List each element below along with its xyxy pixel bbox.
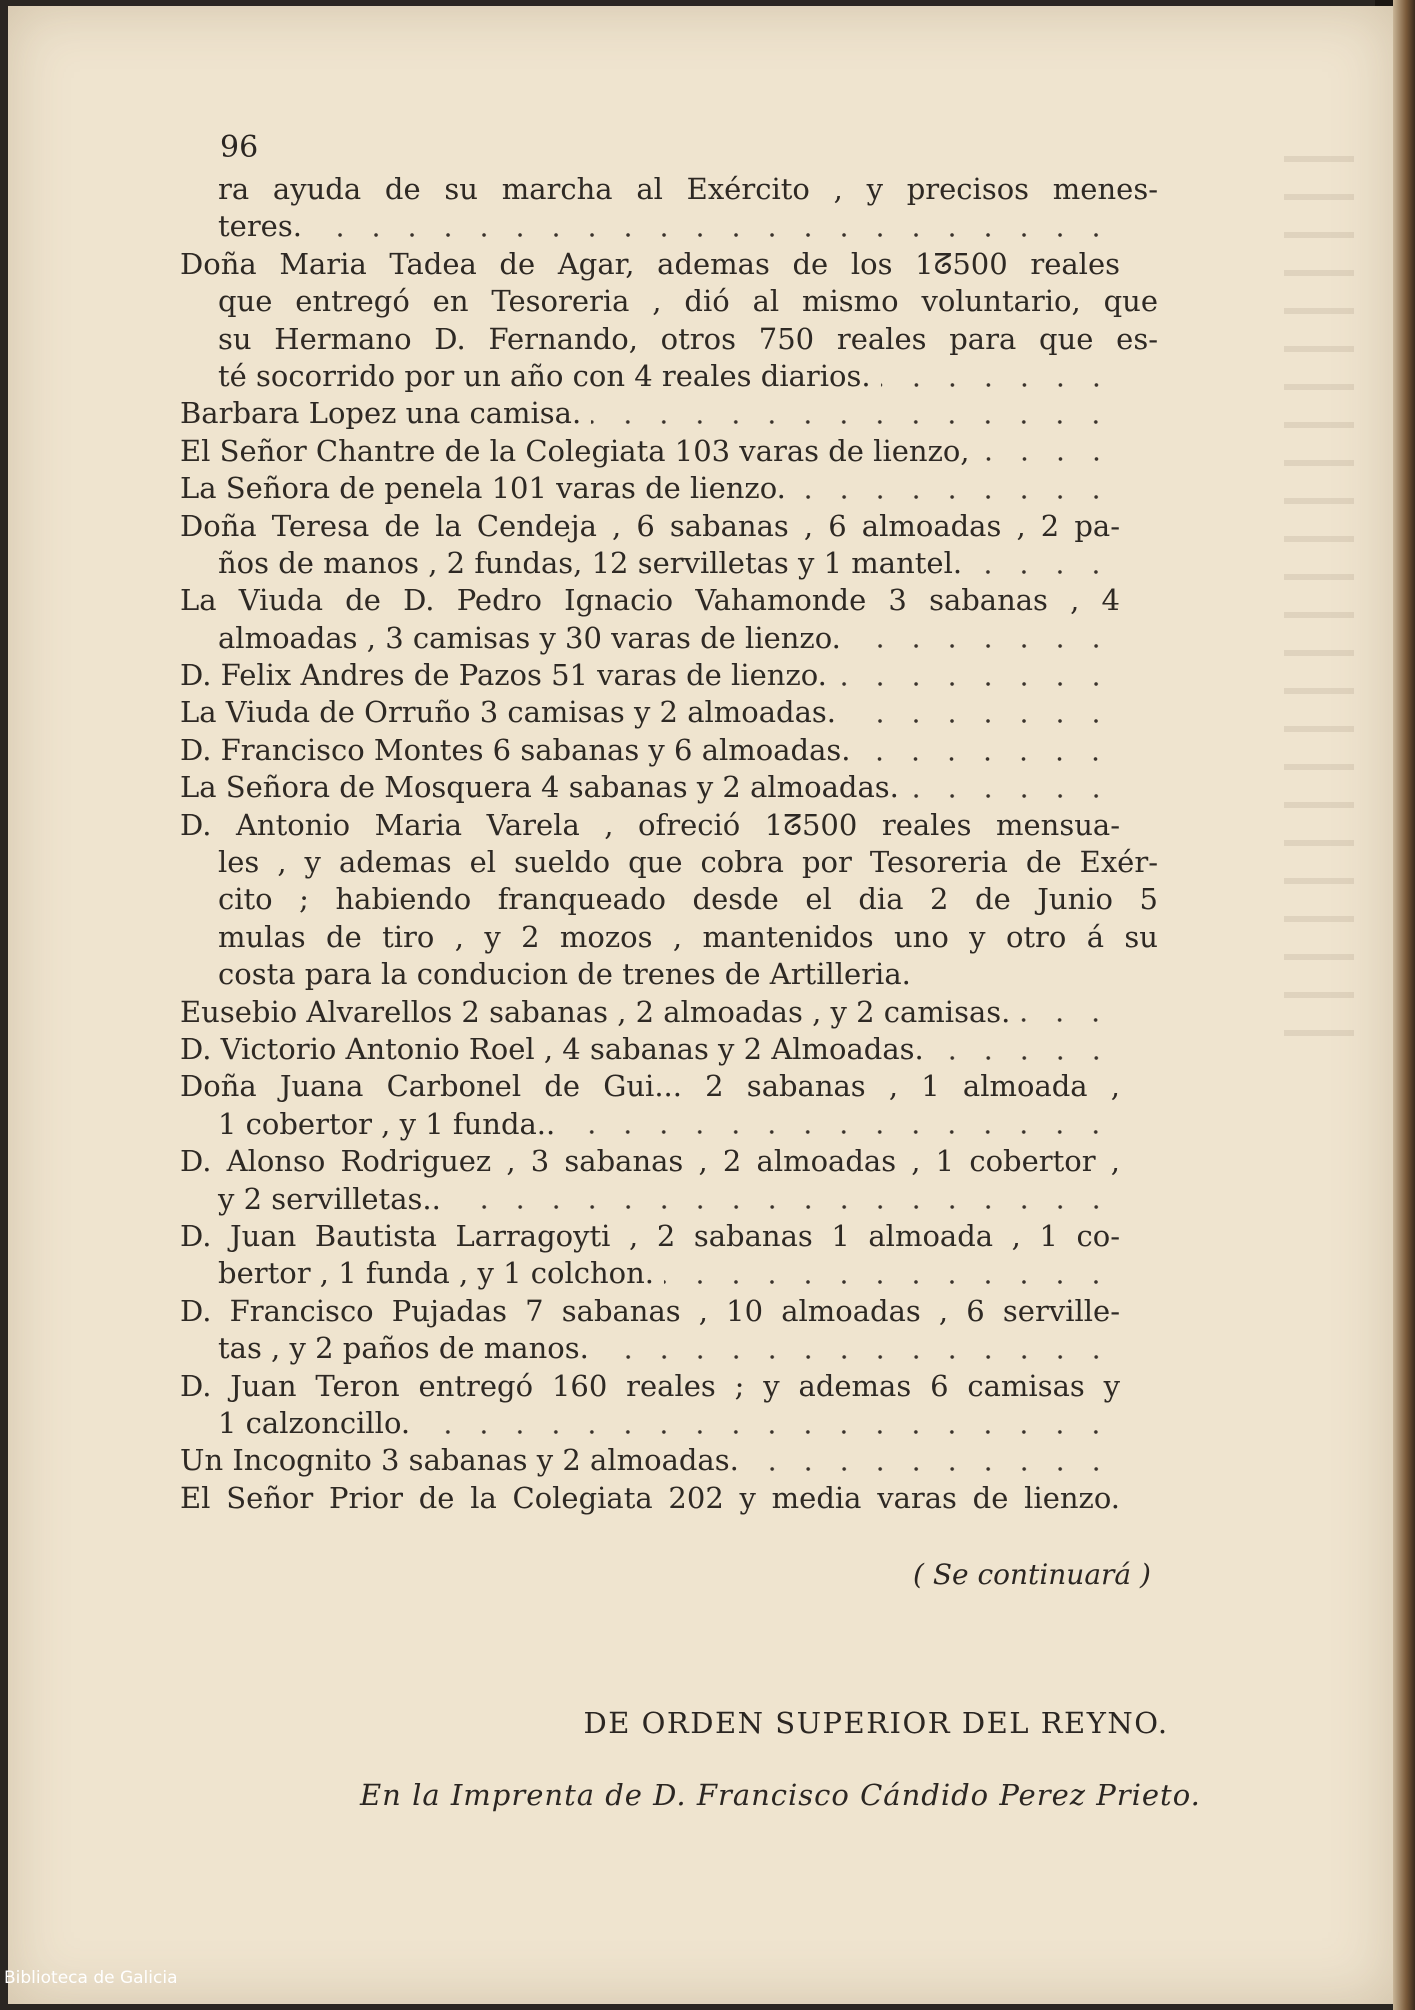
entry-text: La Viuda de D. Pedro Ignacio Vahamonde 3 sabanas , 4 bbox=[180, 583, 1120, 618]
list-item bbox=[180, 321, 1158, 358]
printer-line: En la Imprenta de D. Francisco Cándido Perez Prieto. bbox=[360, 1778, 1201, 1812]
list-item bbox=[180, 171, 1158, 208]
list-item bbox=[180, 994, 1120, 1031]
entry-text: D. Victorio Antonio Roel , 4 sabanas y 2 Almoadas. bbox=[180, 1031, 924, 1066]
entry-text: costa para la conducion de trenes de Artilleria. bbox=[218, 957, 911, 992]
list-item bbox=[180, 694, 1120, 731]
entry-text: D. Juan Bautista Larragoyti , 2 sabanas 1 almoada , 1 co- bbox=[180, 1218, 1120, 1253]
list-item bbox=[180, 1330, 1120, 1367]
entry-text: La Señora de penela 101 varas de lienzo. bbox=[180, 471, 786, 506]
entry-text: El Señor Prior de la Colegiata 202 y media varas de lienzo. bbox=[180, 1480, 1120, 1515]
list-item bbox=[180, 246, 1120, 283]
list-item bbox=[180, 208, 1120, 245]
list-item bbox=[180, 657, 1120, 694]
list-item bbox=[180, 283, 1158, 320]
list-item bbox=[180, 1255, 1120, 1292]
entry-text: su Hermano D. Fernando, otros 750 reales para que es- bbox=[218, 321, 1158, 356]
entry-text: Doña Juana Carbonel de Gui... 2 sabanas , 1 almoada , bbox=[180, 1069, 1120, 1104]
continued-note: ( Se continuará ) bbox=[913, 1558, 1151, 1591]
library-watermark: Biblioteca de Galicia bbox=[4, 1968, 178, 1988]
donation-list bbox=[180, 171, 1158, 1517]
entry-text: D. Juan Teron entregó 160 reales ; y ademas 6 camisas y bbox=[180, 1368, 1120, 1403]
list-item bbox=[180, 1293, 1120, 1330]
list-item bbox=[180, 358, 1120, 395]
entry-text: Eusebio Alvarellos 2 sabanas , 2 almoadas , y 2 camisas. bbox=[180, 994, 1011, 1029]
entry-text: D. Felix Andres de Pazos 51 varas de lienzo. bbox=[180, 658, 827, 693]
list-item bbox=[180, 508, 1120, 545]
entry-text: Doña Teresa de la Cendeja , 6 sabanas , 6 almoadas , 2 pa- bbox=[180, 508, 1120, 543]
entry-text: mulas de tiro , y 2 mozos , mantenidos uno y otro á su bbox=[218, 919, 1158, 954]
list-item bbox=[180, 769, 1120, 806]
list-item bbox=[180, 1368, 1120, 1405]
entry-text: La Señora de Mosquera 4 sabanas y 2 almoadas. bbox=[180, 770, 899, 805]
entry-text: Barbara Lopez una camisa. bbox=[180, 396, 582, 431]
order-line: DE ORDEN SUPERIOR DEL REYNO. bbox=[583, 1706, 1169, 1740]
entry-text: Doña Maria Tadea de Agar, ademas de los 1ᘔ500 reales bbox=[180, 246, 1120, 281]
entry-text: ra ayuda de su marcha al Exército , y precisos menes- bbox=[218, 172, 1158, 206]
list-item bbox=[180, 470, 1120, 507]
list-item bbox=[180, 1181, 1120, 1218]
entry-text: D. Antonio Maria Varela , ofreció 1ᘔ500 reales mensua- bbox=[180, 807, 1120, 842]
list-item bbox=[180, 881, 1158, 918]
bleed-through-text bbox=[1284, 156, 1354, 1056]
entry-text: que entregó en Tesoreria , dió al mismo voluntario, que bbox=[218, 284, 1158, 319]
list-item bbox=[180, 1031, 1120, 1068]
list-item bbox=[180, 1218, 1120, 1255]
list-item bbox=[180, 732, 1120, 769]
entry-text: les , y ademas el sueldo que cobra por Tesoreria de Exér- bbox=[218, 845, 1158, 880]
page-edge-shadow bbox=[1393, 0, 1415, 2010]
entry-text: El Señor Chantre de la Colegiata 103 varas de lienzo, bbox=[180, 433, 970, 468]
entry-text: La Viuda de Orruño 3 camisas y 2 almoadas. bbox=[180, 695, 836, 730]
list-item bbox=[180, 1480, 1120, 1517]
entry-text: bertor , 1 funda , y 1 colchon. bbox=[218, 1256, 655, 1291]
list-item bbox=[180, 395, 1120, 432]
list-item bbox=[180, 433, 1120, 470]
entry-text: 1 calzoncillo. bbox=[218, 1405, 411, 1440]
entry-text: 1 cobertor , y 1 funda.. bbox=[218, 1106, 556, 1141]
page-number: 96 bbox=[220, 130, 259, 165]
entry-text: D. Francisco Montes 6 sabanas y 6 almoadas. bbox=[180, 732, 851, 767]
list-item bbox=[180, 582, 1120, 619]
entry-text: cito ; habiendo franqueado desde el dia 2 de Junio 5 bbox=[218, 882, 1158, 917]
entry-text: almoadas , 3 camisas y 30 varas de lienzo. bbox=[218, 620, 841, 655]
document-page bbox=[8, 6, 1394, 2004]
entry-text: D. Alonso Rodriguez , 3 sabanas , 2 almoadas , 1 cobertor , bbox=[180, 1144, 1120, 1179]
entry-text: Un Incognito 3 sabanas y 2 almoadas. bbox=[180, 1443, 739, 1478]
entry-text: teres. bbox=[218, 209, 302, 244]
list-item bbox=[180, 620, 1120, 657]
list-item bbox=[180, 1442, 1120, 1479]
entry-text: D. Francisco Pujadas 7 sabanas , 10 almoadas , 6 serville- bbox=[180, 1293, 1120, 1328]
entry-text: té socorrido por un año con 4 reales diarios. bbox=[218, 358, 871, 393]
list-item bbox=[180, 1106, 1120, 1143]
list-item bbox=[180, 807, 1120, 844]
list-item bbox=[180, 1405, 1120, 1442]
entry-text: ños de manos , 2 fundas, 12 servilletas y 1 mantel. bbox=[218, 545, 963, 580]
list-item bbox=[180, 1143, 1120, 1180]
entry-text: y 2 servilletas.. bbox=[218, 1181, 441, 1216]
list-item bbox=[180, 1068, 1120, 1105]
list-item bbox=[180, 545, 1120, 582]
list-item bbox=[180, 844, 1158, 881]
list-item bbox=[180, 919, 1158, 956]
entry-text: tas , y 2 paños de manos. bbox=[218, 1331, 589, 1366]
list-item bbox=[180, 956, 1120, 993]
